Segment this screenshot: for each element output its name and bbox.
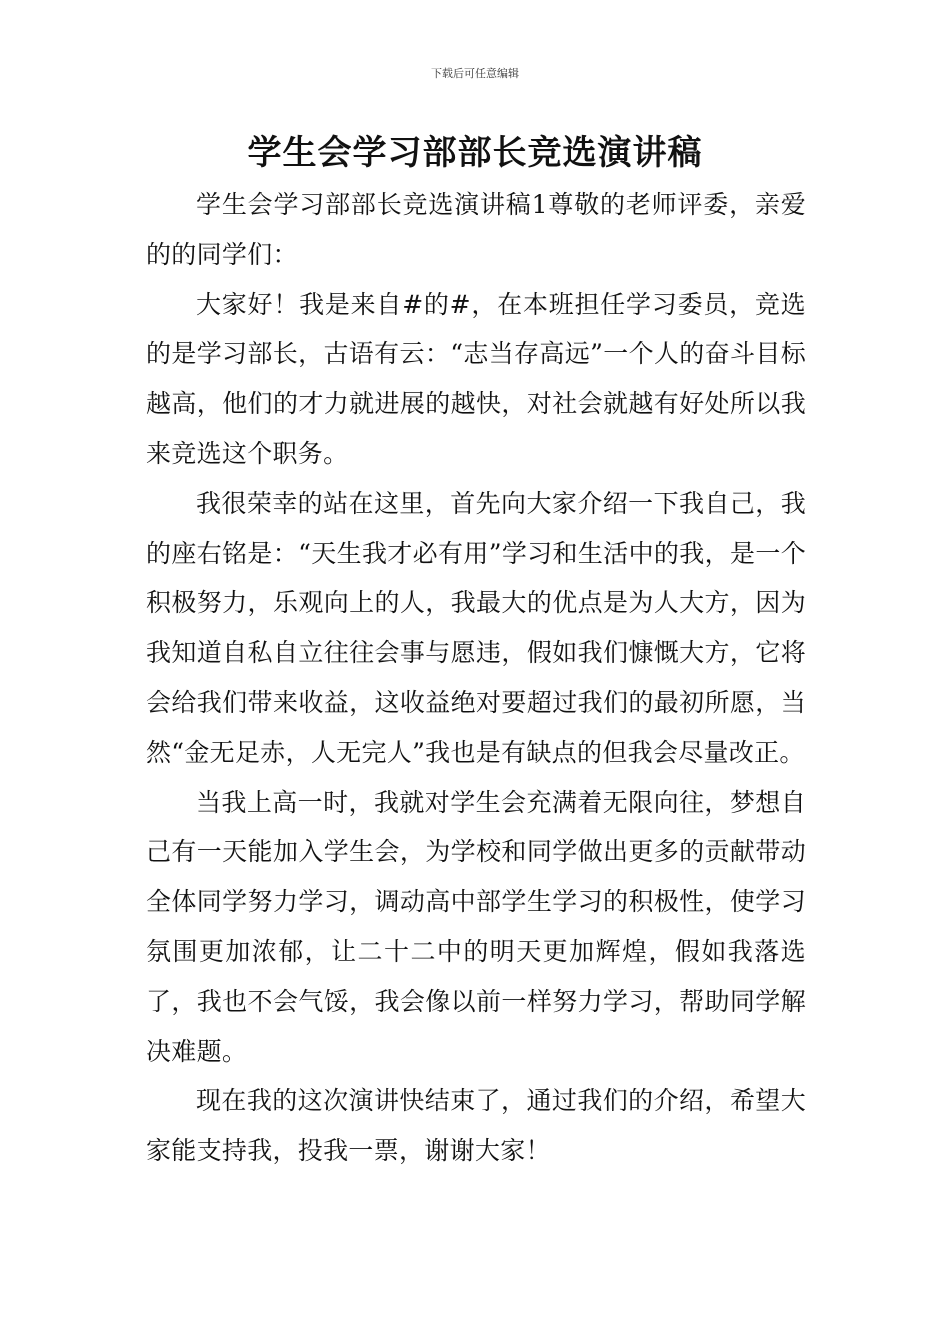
paragraph-aspiration: 当我上高一时，我就对学生会充满着无限向往，梦想自己有一天能加入学生会，为学校和同学做出更多的贡献带动全体同学努力学习，调动高中部学生学习的积极性，使学习氛围更加浓郁，让二十二中的明天更加辉煌，假如我落选了，我也不会气馁，我会像以前一样努力学习，帮助同学解决难题。 bbox=[146, 787, 806, 1066]
paragraph-closing: 现在我的这次演讲快结束了，通过我们的介绍，希望大家能支持我，投我一票，谢谢大家！ bbox=[146, 1086, 806, 1166]
paragraph-greeting: 学生会学习部部长竞选演讲稿1尊敬的老师评委，亲爱的的同学们： bbox=[146, 190, 806, 269]
paragraph-introduction: 大家好！我是来自#的#，在本班担任学习委员，竞选的是学习部长，古语有云：“志当存高远”一个人的奋斗目标越高，他们的才力就进展的越快，对社会就越有好处所以我来竞选这个职务。 bbox=[146, 289, 806, 468]
document-body bbox=[146, 180, 806, 1176]
download-note: 下载后可任意编辑 bbox=[431, 67, 519, 80]
paragraph-self-description: 我很荣幸的站在这里，首先向大家介绍一下我自己，我的座右铭是：“天生我才必有用”学习和生活中的我，是一个积极努力，乐观向上的人，我最大的优点是为人大方，因为我知道自私自立往往会事与愿违，假如我们慷慨大方，它将会给我们带来收益，这收益绝对要超过我们的最初所愿，当然“金无足赤，人无完人”我也是有缺点的但我会尽量改正。 bbox=[146, 488, 806, 767]
document-title: 学生会学习部部长竞选演讲稿 bbox=[247, 133, 703, 173]
